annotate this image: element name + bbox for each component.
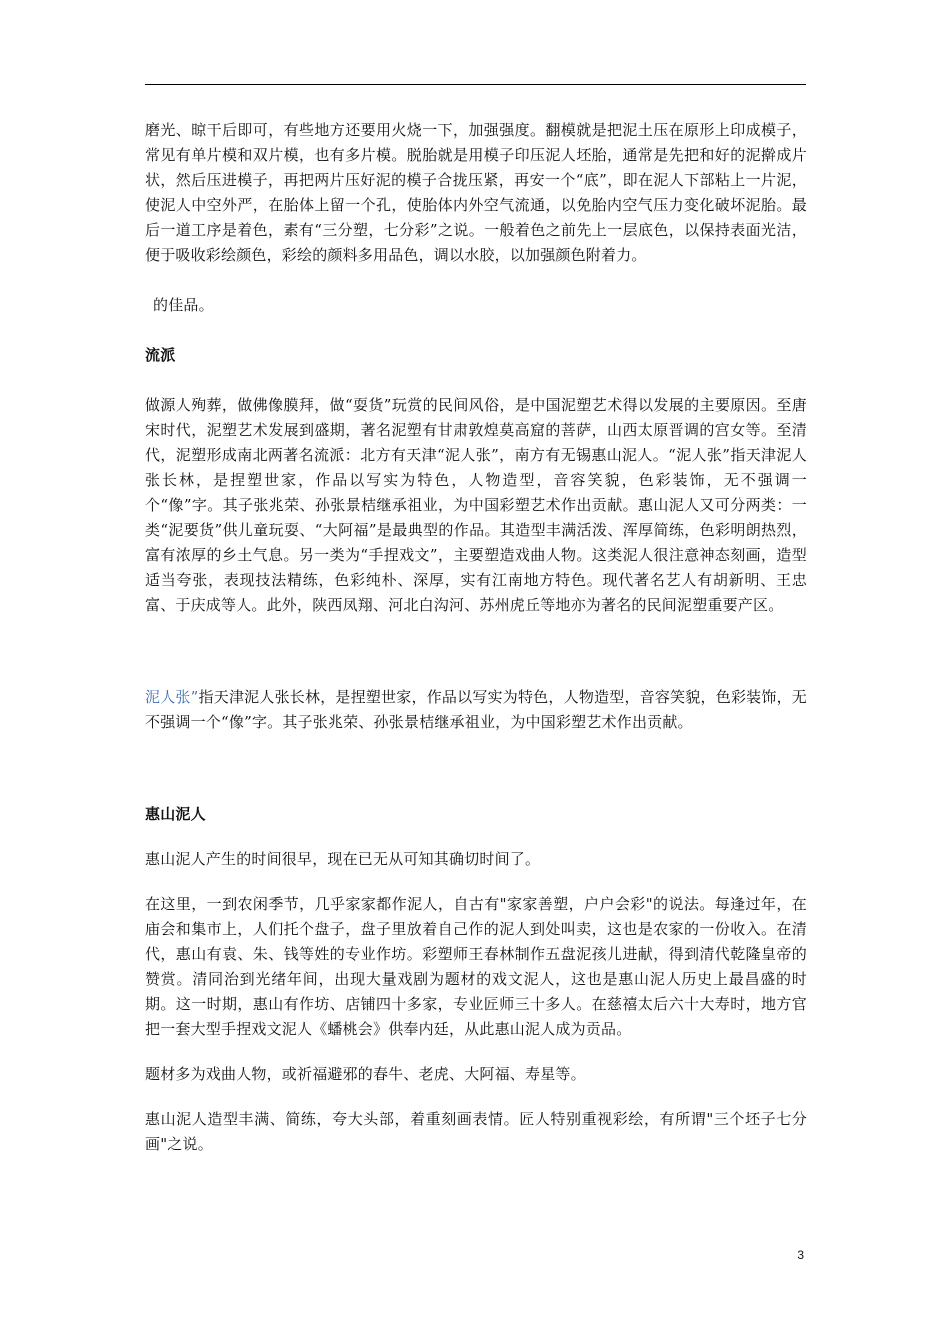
heading-huishan: 惠山泥人 xyxy=(145,805,206,823)
paragraph-huishan-themes: 题材多为戏曲人物，或祈福避邪的春牛、老虎、大阿福、寿星等。 xyxy=(145,1065,586,1083)
page-content xyxy=(145,118,807,1157)
heading-schools: 流派 xyxy=(145,346,176,364)
paragraph-huishan-origin: 惠山泥人产生的时间很早，现在已无从可知其确切时间了。 xyxy=(145,850,541,868)
paragraph-molding-process: 磨光、晾干后即可，有些地方还要用火烧一下，加强强度。翻模就是把泥土压在原形上印成模子，常见有单片模和双片模，也有多片模。脱胎就是用模子印压泥人坯胎，通常是先把和好的泥擀成片状，然后压进模子，再把两片压好泥的模子合拢压紧，再安一个“底”，即在泥人下部粘上一片泥，使泥人中空外严，在胎体上留一个孔，使胎体内外空气流通，以免胎内空气压力变化破坏泥胎。最后一道工序是着色，素有“三分塑，七分彩”之说。一般着色之前先上一层底色，以保持表面光洁，便于吸收彩绘颜色，彩绘的颜料多用品色，调以水胶，以加强颜色附着力。 xyxy=(145,121,807,264)
nirenzhang-text: 指天津泥人张长林，是捏塑世家，作品以写实为特色，人物造型，音容笑貌，色彩装饰，无不强调一个“像”字。其子张兆荣、孙张景桔继承祖业，为中国彩塑艺术作出贡献。 xyxy=(145,688,807,731)
paragraph-huishan-history: 在这里，一到农闲季节，几乎家家都作泥人，自古有"家家善塑，户户会彩"的说法。每逢过年，在庙会和集市上，人们托个盘子，盘子里放着自己作的泥人到处叫卖，这也是农家的一份收入。在清代，惠山有袁、朱、钱等姓的专业作坊。彩塑师王春林制作五盘泥孩儿进献，得到清代乾隆皇帝的赞赏。清同治到光绪年间，出现大量戏剧为题材的戏文泥人，这也是惠山泥人历史上最昌盛的时期。这一时期，惠山有作坊、店铺四十多家，专业匠师三十多人。在慈禧太后六十大寿时，地方官把一套大型手捏戏文泥人《蟠桃会》供奉内廷，从此惠山泥人成为贡品。 xyxy=(145,895,807,1038)
header-rule xyxy=(145,84,806,85)
paragraph-fragment: 的佳品。 xyxy=(153,296,214,314)
paragraph-huishan-style: 惠山泥人造型丰满、简练，夸大头部，着重刻画表情。匠人特别重视彩绘，有所谓"三个坯子七分画"之说。 xyxy=(145,1110,807,1153)
nirenzhang-link[interactable]: 泥人张” xyxy=(145,688,199,706)
paragraph-nirenzhang xyxy=(145,685,807,735)
paragraph-schools: 做源人殉葬，做佛像膜拜，做“耍货”玩赏的民间风俗，是中国泥塑艺术得以发展的主要原因。至唐宋时代，泥塑艺术发展到盛期，著名泥塑有甘肃敦煌莫高窟的菩萨，山西太原晋调的宫女等。至清代，泥塑形成南北两著名流派：北方有天津“泥人张”，南方有无锡惠山泥人。“泥人张”指天津泥人张长林，是捏塑世家，作品以写实为特色，人物造型，音容笑貌，色彩装饰，无不强调一个“像”字。其子张兆荣、孙张景桔继承祖业，为中国彩塑艺术作出贡献。惠山泥人又可分两类：一类“泥要货”供儿童玩耍、“大阿福”是最典型的作品。其造型丰满活泼、浑厚简练，色彩明朗热烈，富有浓厚的乡土气息。另一类为“手捏戏文”，主要塑造戏曲人物。这类泥人很注意神态刻画，造型适当夸张，表现技法精练，色彩纯朴、深厚，实有江南地方特色。现代著名艺人有胡新明、王忠富、于庆成等人。此外，陕西凤翔、河北白沟河、苏州虎丘等地亦为著名的民间泥塑重要产区。 xyxy=(145,396,807,614)
page-number: 3 xyxy=(797,1248,804,1262)
